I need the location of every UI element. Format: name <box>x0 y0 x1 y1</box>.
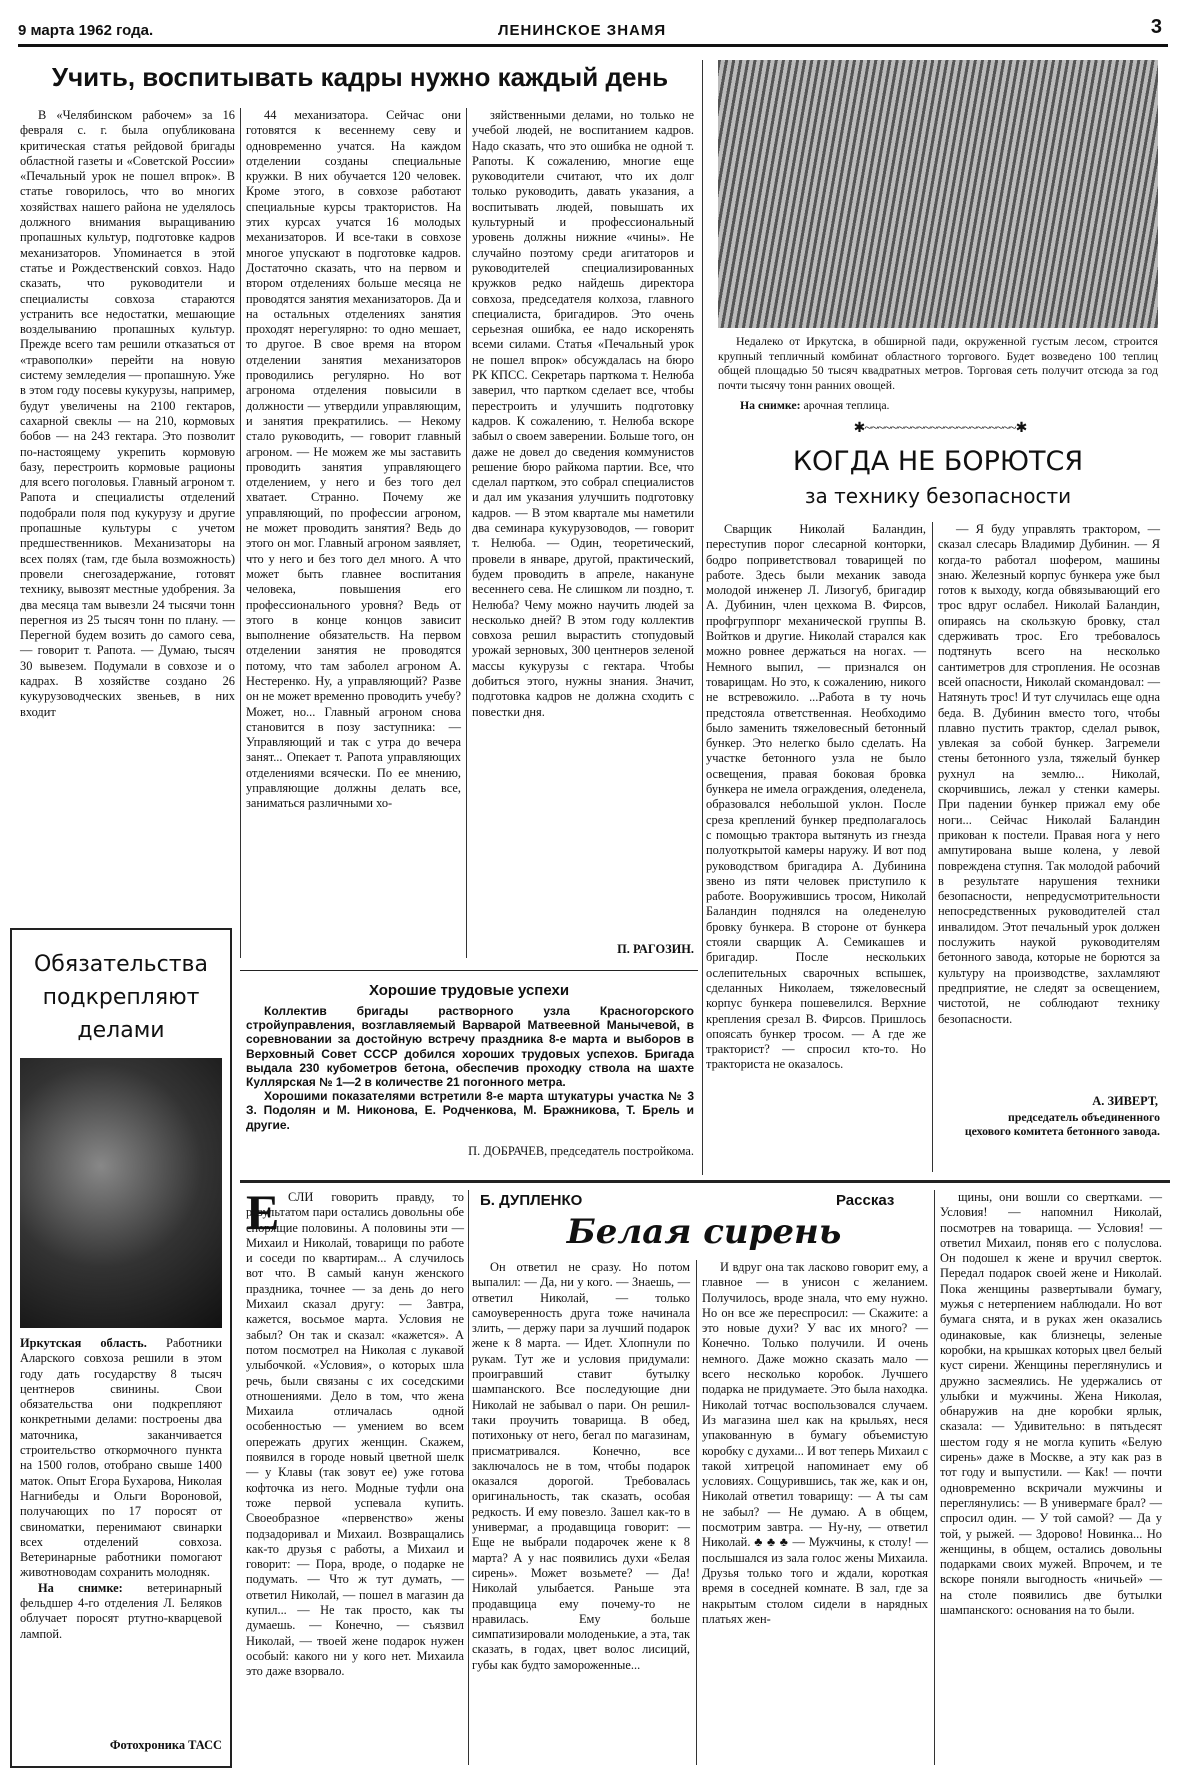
photo-credit: Фотохроника ТАСС <box>109 1738 222 1752</box>
article-column-2 <box>938 522 1160 1090</box>
story-column-4 <box>940 1190 1162 1765</box>
note-label: На снимке: <box>740 398 801 412</box>
article-column-1 <box>20 108 235 918</box>
article-column-3 <box>472 108 694 936</box>
photo-caption <box>718 334 1158 396</box>
photo-note <box>740 398 890 413</box>
column-rule <box>932 522 933 1172</box>
note-text: арочная теплица. <box>803 398 890 412</box>
article-subtitle: за технику безопасности <box>804 484 1072 508</box>
newspaper-name: ЛЕНИНСКОЕ ЗНАМЯ <box>498 22 667 39</box>
box-title-line: подкрепляют <box>42 985 200 1010</box>
section-rule <box>702 60 703 1175</box>
article-column-2 <box>246 108 461 958</box>
pigs-photo <box>20 1058 222 1328</box>
issue-date: 9 марта 1962 года. <box>18 22 154 39</box>
article-title: КОГДА НЕ БОРЮТСЯ <box>792 446 1084 477</box>
story-text: СЛИ говорить правду, то результатом пари остались довольны обе спорящие половины. А половины эти — Михаил и Николай, товарищи по работе и соседи по квартирам... А случилось вот что. В самый канун женского праздника, точнее — за день до него Михаил сказал другу: — Завтра, кажется, восьмое марта. Условия не забыл? Он так и сказал: «кажется». А потом посмотрел на Николая с лукавой улыбочкой. «Условия», о которых шла речь, были связаны с их соседскими отношениями. Дело в том, что жена Михаила отличалась одной особенностью — умением во всем опережать других женщин. Скажем, появился в городе новый цветной шелк — у Клавы (так зовут ее) уже готова кофточка из него. Модные туфли она тоже первой успевала купить. Своеобразное «первенство» жены подзадоривал и Михаил. Возвращались как-то друзья с работы, а Михаил и говорит: — Пора, вроде, о подарке не подумать. — Что ж тут думать, — ответил Николай, — пошел в магазин да купил... — Не так просто, как ты думаешь. — Конечно, — съязвил Николай, — твоей жене подарок нужен особый: какого ни у кого нет. Михаила это даже взорвало. <box>246 1190 464 1679</box>
box-body: Работники Аларского совхоза решили в этом году дать государству 8 тысяч центнеров свинины. Свои обязательства они подкрепляют конкретными делами: построены два маточника, заканчивается строительство откормочного пункта на 1500 голов, отобрано свыше 1400 маток. Опыт Егора Бухарова, Николая Нагнибеды и Ольги Вороновой, получающих по 17 поросят от свиноматки, перенимают свинарки всех отделений совхоза. Ветеринарные работники помогают животноводам сохранить молодняк. <box>20 1336 222 1580</box>
article-text: 44 механизатора. Сейчас они готовятся к весеннему севу и одновременно учатся. На каждом отделении созданы специальные кружки. В них обучается 120 человек. Кроме этого, в совхозе работают специальные курсы трактористов. На этих курсах учатся 16 молодых механизаторов. И все-таки в совхозе многое упускают в подготовке кадров. Достаточно сказать, что на первом и втором отделениях больше месяца не проводятся занятия механизаторов. Да и на остальных отделениях занятия проходят нерегулярно: то одно мешает, то другое. В свое время на втором отделении занятия механизаторов проводились регулярно. Но вот агронома отделения повысили в должности — утвердили управляющим, и занятия прекратились. — Некому стало руководить, — говорит главный агроном. — Не можем же мы заставить проводить занятия управляющего отделением, у него и без того дел хватает. Странно. Почему же управляющий, по профессии агроном, не может проводить занятия? Ведь до этого он мог. Главный агроном заявляет, что у него и без того дел много. А что может быть главнее воспитания человека, повышения его профессионального уровня? Ведь от этого в конце концов зависит выполнение обязательств. На первом отделении занятия не проводятся потому, что там заболел агроном А. Нестеренко. Ну, а управляющий? Разве он не может временно проводить учебу? Может, но... Главный агроном снова становится в позу заступника: — Управляющий и так с утра до вечера занят... Опекает т. Рапота управляющих отделениями всячески. По ее мнению, управляющие должны делать все, заниматься различными хо- <box>246 108 461 811</box>
column-rule <box>696 1260 697 1765</box>
box-title-line: делами <box>77 1018 165 1043</box>
column-rule <box>240 108 241 958</box>
story-column-3 <box>702 1260 928 1765</box>
article-text: — Я буду управлять трактором, — сказал слесарь Владимир Дубинин. — Я когда-то работал шофером, машины знаю. Железный корпус бункера уже был готов к выходу, когда обвязывающий его трос вдруг ослабел. Николай Баландин, опираясь на скользкую бровку, стал сдерживать трос. Его требовалось подтянуть всего на несколько сантиметров для стропления. Не осознав всей опасности, Николай скомандовал: — Натянуть трос! И тут случилась еще одна беда. В. Дубинин вместо того, чтобы плавно пустить трактор, сделал рывок, увлекая за собой бункер. Загремели стены бетонного узла, тяжелый бункер рухнул на землю... Николай, скорчившись, лежал у стенки камеры. При падении бункер прижал ему обе ноги... Сейчас Николай Баландин прикован к постели. Правая нога у него ампутирована выше колена, у левой повреждена ступня. Так молодой рабочий в результате нарушения техники безопасности, непредусмотрительности непосредственных руководителей стал инвалидом. Этот печальный урок должен послужить наукой руководителям бетонного завода, которые не борются за культуру на производстве, захламляют предприятие, не следят за освещением, чистотой, не соблюдают технику безопасности. <box>938 522 1160 1026</box>
greenhouse-photo <box>718 60 1158 328</box>
success-title: Хорошие трудовые успехи <box>368 982 570 999</box>
drop-cap: Е <box>246 1184 280 1240</box>
article-signature: П. РАГОЗИН. <box>617 942 694 956</box>
article-text: Сварщик Николай Баландин, переступив порог слесарной конторки, бодро поприветствовал товарищей по работе. Здесь были механик завода молодой инженер Л. Лизогуб, бригадир А. Дубинин, член цехкома В. Фирсов, профгруппорг механической группы В. Войтков и другие. Николай старался как можно ровнее держаться на ногах. — Немного выпил, — признался он товарищам. Но это, к сожалению, никого не встревожило. ...Работа в ту ночь предстояла ответственная. Необходимо было заменить тяжеловесный бетонный бункер. Это нелегко было сделать. На участке бетонного узла не было освещения, правая боковая бровка бункера не имела ограждения, оледенела, образовался небольшой уклон. После среза креплений бункер предполагалось с помощью трактора вытянуть из гнезда полуоткрытой камеры наружу. И вот под руководством бригадира А. Дубинина звено из пяти человек приступило к работе. Вооружившись тросом, Николай Баландин поднялся на оледенелую бровку бункера. В стороне от бункера стояли сварщик А. Семикашев и бригадир. После нескольких ослепительных сварочных вспышек, сделанных Николаем, тяжеловесный корпус бункера пошевелился. Верхние крепления срезал В. Фирсов. Пришлось опоясать бункер тросом. — А где же тракторист? — спросил кто-то. Но тракториста не оказалось. <box>706 522 926 1072</box>
box-title <box>12 948 230 1047</box>
page-header <box>18 16 1168 47</box>
article-signature: А. ЗИВЕРТ, <box>1092 1094 1158 1108</box>
section-rule <box>240 970 698 971</box>
article-title: Учить, воспитывать кадры нужно каждый день <box>51 62 669 92</box>
box-title-line: Обязательства <box>33 952 209 977</box>
section-rule <box>240 1180 1170 1183</box>
article-text: В «Челябинском рабочем» за 16 февраля с. г. была опубликована критическая статья рейдовой бригады областной газеты и «Советской России» «Печальный урок не пошел впрок». В статье говорилось, что во многих хозяйствах нашего района не уделялось должного внимания выращиванию пропашных культур, подготовке кадров механизаторов. Упоминается в этой статье и Рождественский совхоз. Надо сказать, что руководители и специалисты совхоза стараются устранить все недостатки, мешающие возделыванию пропашных культур. Прежде всего там решили отказаться от «травополки» перейти на новую систему земледелия — пропашную. Уже в этом году посевы кукурузы, например, будут увеличены на 2100 гектаров, сахарной свеклы — на 210, кормовых бобов — на 243 гектара. Это позволит по-настоящему укрепить кормовую базу, перестроить кормовые рационы для всего поголовья. Главный агроном т. Рапота и специалисты отделений подобрали поля под кукурузу и другие пропашные культуры с учетом предшественников. Механизаторы на всех полях (там, где была возможность) провели снегозадержание, готовят технику, вывозят местные удобрения. За два месяца там вывезли 24 тысячи тонн перегноя из 25 тысяч тонн по плану. — Перегной будем возить до самого сева, — говорит т. Рапота. — Думаю, тысяч 30 вывезем. Подумали в совхозе и о кадрах. В хозяйстве создано 26 кукурузоводческих звеньев, в них входит <box>20 108 235 719</box>
decorative-stars: ✱~~~~~~~~~~~~~~~~~~~~~~~✱ <box>853 421 1027 436</box>
story-text: Он ответил не сразу. Но потом выпалил: — Да, ни у кого. — Знаешь, — ответил Николай, — только самоуверенность друга тоже начинала злить, — держу пари за лучший подарок жене к 8 марта. — Идет. Хлопнули по рукам. Тут же и условия придумали: проигравший ставит бутылку шампанского. Все последующие дни Николай не забывал о пари. Он решил-таки проучить товарища. В обед, потихоньку от него, бегал по магазинам, присматривался. Конечно, все заключалось не в том, чтобы подарок оказался дорогой. Требовалась оригинальность, так сказать, особая редкость. И ему повезло. Зашел как-то в универмаг, а продавщица говорит: — Еще не выбрали подарочек жене к 8 марта? А у нас появились духи «Белая сирень». Может возьмете? — Да! Николай улыбается. Раньше эта продавщица ему почему-то не нравилась. Ему больше симпатизировали молоденькие, а эта, так сказать, в годах, цвет волос лисиций, губы как будто замороженные... <box>472 1260 690 1672</box>
article-text: зяйственными делами, но только не учебой людей, не воспитанием кадров. Надо сказать, что это ошибка не одной т. Рапоты. К сожалению, многие еще руководители считают, что их долг только руководить, давать указания, а воспитывать людей, повышать их культурный и профессиональный уровень должны нижние «чины». Не случайно поэтому среди агитаторов и руководителей специализированных кружков редко найдешь директора совхоза, председателя колхоза, главного специалиста, бригадиров. Это очень серьезная ошибка, ее надо искоренять всеми силами. Статья «Печальный урок не пошел впрок» обсуждалась на бюро РК КПСС. Секретарь парткома т. Нелюба заверил, что партком сделает все, чтобы перестроить и улучшить подготовку кадров. К сожалению, т. Нелюба вскоре забыл о своем заверении. Больше того, он даже не довел до сведения коммунистов решение бюро райкома партии. Все, что сделал партком, это собрал специалистов и дал им указания улучшить подготовку кадров. — В этом квартале мы наметили два семинара кукурузоводов, — говорит т. Нелюба. — Один, теоретический, провели в январе, другой, практический, будем проводить в апреле, накануне весеннего сева. Не слишком ли поздно, т. Нелюба? Чему можно научить людей за несколько дней? В этом году коллектив совхоза решил вырастить стопудовый урожай зерновых, 300 центнеров зеленой массы кукурузы с гектара. Чтобы добиться этого, нужны знания. Значит, подготовка кадров не должна сходить с повестки дня. <box>472 108 694 719</box>
signature-role: председатель объединенного цехового комитета бетонного завода. <box>964 1110 1160 1138</box>
story-column-2 <box>472 1260 690 1765</box>
note-text: ветеринарный фельдшер 4-го отделения Л. Беляков облучает поросят ртутно-кварцевой лампой. <box>20 1580 222 1641</box>
caption-text: Недалеко от Иркутска, в обширной пади, окруженной густым лесом, строится крупный тепличный комбинат областного торгового. Будет возведено 100 теплиц общей площадью 50 тысяч квадратных метров. Торговая сеть получит отсюда за год почти тысячу тонн ранних овощей. <box>718 334 1158 392</box>
story-genre: Рассказ <box>836 1192 895 1209</box>
story-author: Б. ДУПЛЕНКО <box>480 1192 583 1209</box>
story-text: И вдруг она так ласково говорит ему, а главное — в унисон с желанием. Получилось, вроде знала, что ему нужно. Но он все же переспросил: — Скажите: а это новые духи? У вас их много? — Конечно. Только получили. И очень немного. Даже можно сказать мало — всего несколько коробок. Лучшего подарка не придумаете. Это была находка. Николай тотчас воспользовался случаем. Из магазина шел как на крыльях, неся упакованную в бумагу объемистую коробку с духами... И вот теперь Михаил с такой хитрецой напоминает ему об условиях. Сощурившись, так же, как и он, Николай ответил товарищу: — А ты сам не забыл? — Не думаю. А в общем, посмотрим завтра. — Ну-ну, — ответил Николай. ♣ ♣ ♣ — Мужчины, к столу! — послышался из зала голос жены Михаила. Друзья только того и ждали, короткая время в соседней комнате. В зал, где за накрытым столом сидели в нарядных платьях жен- <box>702 1260 928 1626</box>
success-body: Хорошими показателями встретили 8-е марта штукатуры участка № 3 З. Подолян и М. Никонова, Е. Родченкова, М. Бражникова, Т. Брель и другие. <box>246 1089 694 1132</box>
story-text: щины, они вошли со свертками. — Условия! — напомнил Николай, посмотрев на товарища. — Условия! — ответил Михаил, поняв его с полуслова. Он подошел к жене и вручил сверток. Передал подарок своей жене и Николай. Пока женщины развертывали бумагу, мужья с нетерпением наблюдали. Но вот бумага снята, и в руках жен оказались одинаковые, как близнецы, зеленые коробки, на крышках которых цвел белый куст сирени. Женщины переглянулись и дружно засмеялись. Не удержались от улыбки и мужчины. Жена Николая, обнаружив на дне коробки ярлык, сказала: — Удивительно: в пятьдесят шестом году я не могла купить «Белую сирень» даже в Москве, а эту как раз в тот году и выпустили. — Как! — почти одновременно вскричали мужчины и переглянулись: — В универмаге брал? — спросил один. — У той самой? — Да у той, у рыжей. — Здорово! Новинка... Но женщины, в общем, остались довольны подарками своих мужей. Впрочем, и те вскоре поняли выгодность «ничьей» — на столе появились две бутылки шампанского: основания на то были. <box>940 1190 1162 1618</box>
note-label: На снимке: <box>38 1580 123 1595</box>
success-text <box>246 1004 694 1132</box>
success-body: Коллектив бригады растворного узла Красногорского стройуправления, возглавляемый Варварой Матвеевной Манычевой, в соревновании за достойную встречу праздника 8-е марта и выборов в Верховный Совет СССР добился хороших трудовых успехов. Бригада выдала 230 кубометров бетона, обеспечив проходку ствола на шахте Куллярская № 1—2 в количестве 21 погонного метра. <box>246 1004 694 1090</box>
box-lead: Иркутская область. <box>20 1336 147 1350</box>
story-column-1 <box>246 1184 464 1765</box>
page-number: 3 <box>1150 16 1162 38</box>
success-signature: П. ДОБРАЧЕВ, председатель постройкома. <box>468 1144 694 1158</box>
article-column-1 <box>706 522 926 1172</box>
story-title: Белая сирень <box>566 1212 842 1252</box>
column-rule <box>934 1190 935 1765</box>
column-rule <box>466 108 467 958</box>
box-text <box>20 1336 222 1686</box>
column-rule <box>468 1190 469 1765</box>
